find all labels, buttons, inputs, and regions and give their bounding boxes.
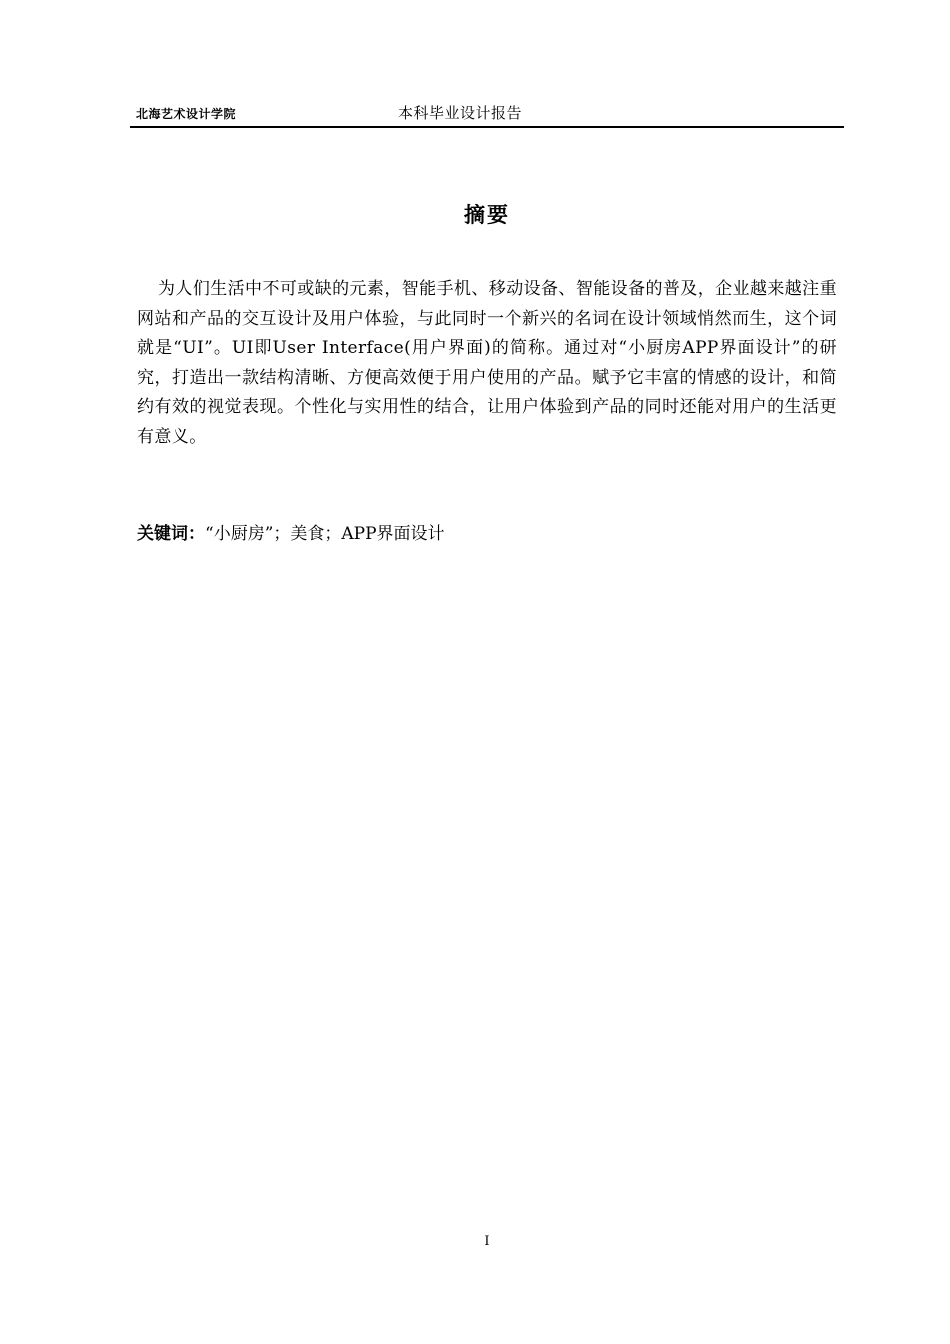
header-report-title: 本科毕业设计报告 [398,104,523,122]
abstract-paragraph: 为人们生活中不可或缺的元素，智能手机、移动设备、智能设备的普及，企业越来越注重网站和产品的交互设计及用户体验，与此同时一个新兴的名词在设计领域悄然而生，这个词就是“UI”。UI即User Interface(用户界面)的简称。通过对“小厨房APP界面设计”的研究，打造出一款结构清晰、方便高效便于用户使用的产品。赋予它丰富的情感的设计，和简约有效的视觉表现。个性化与实用性的结合，让用户体验到产品的同时还能对用户的生活更有意义。 [137,279,837,447]
keywords-line [137,521,445,547]
header-school-name: 北海艺术设计学院 [136,107,237,121]
page-number: I [484,1234,490,1249]
keywords-value: “小厨房”；美食；APP界面设计 [205,524,445,544]
keywords-label: 关键词： [137,524,205,544]
abstract-title: 摘要 [464,203,510,227]
page-header [130,96,844,128]
